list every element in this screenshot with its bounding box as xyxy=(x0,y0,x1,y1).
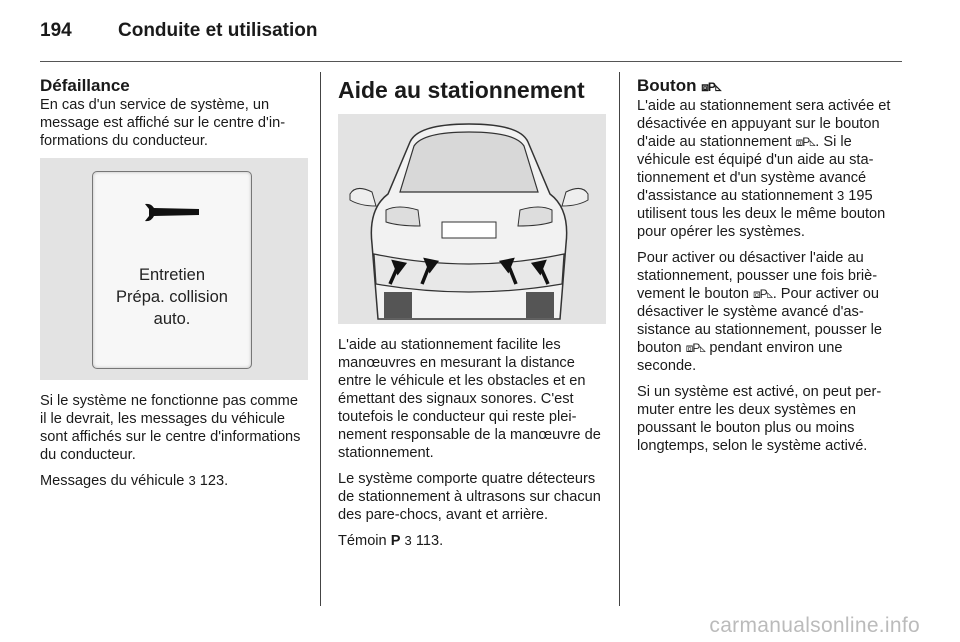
paragraph-reference xyxy=(338,532,606,550)
display-figure xyxy=(40,158,308,380)
paragraph: L'aide au stationnement facilite les manœuvres en mesurant la distance entre le véhicule et les obstacles et en émettant des signaux sonores. C'est toutefois le conducteur qui reste pleinement responsable de la manœuvre de stationnement. xyxy=(338,337,601,461)
parking-button-icon: ⧈P◺ xyxy=(753,287,773,301)
column-2 xyxy=(338,76,606,558)
page-ref-icon: 3 xyxy=(404,533,412,548)
display-line-2: Prépa. collision xyxy=(116,288,228,306)
paragraph: Le système comporte quatre détecteurs de stationnement à ultrasons sur chacun des pare-chocs, avant et arrière. xyxy=(338,471,601,523)
wrench-icon xyxy=(143,200,201,226)
paragraph: Si un système est activé, on peut permuter entre les deux systèmes en poussant le bouton plus ou moins longtemps, selon le système activé. xyxy=(637,384,882,454)
heading-text: Bouton xyxy=(637,76,697,95)
car-rear-illustration xyxy=(338,114,600,324)
page-number: 194 xyxy=(40,20,72,41)
header-rule xyxy=(40,61,902,62)
display-line-3: auto. xyxy=(153,310,191,328)
column-divider-1 xyxy=(320,72,321,606)
car-rear-figure xyxy=(338,114,606,324)
parking-indicator-icon: P xyxy=(390,533,401,549)
page-ref-icon: 3 xyxy=(836,188,845,203)
column-divider-2 xyxy=(619,72,620,606)
reference-page: 123. xyxy=(199,473,229,489)
column-1 xyxy=(40,76,308,498)
chapter-title: Conduite et utilisation xyxy=(118,20,318,41)
paragraph: L'aide au stationnement sera activée et désactivée en appuyant sur le bouton d'aide au stationnement ⧈P◺. Si le véhicule est équipé d'un aide au stationnement et d'un système avancé d'assistance au stationnement 3 195 utilisent tous les deux le même bouton pour opérer les systèmes. xyxy=(637,98,891,240)
page-header xyxy=(40,20,318,42)
page-ref-icon: 3 xyxy=(188,473,196,488)
paragraph: Si le système ne fonctionne pas comme il le devrait, les messages du véhicule sont affichés sur le centre d'informations du conducteur. xyxy=(40,393,301,463)
parking-button-icon: ⧈P◺ xyxy=(685,341,706,355)
watermark: carmanualsonline.info xyxy=(709,614,920,637)
driver-info-display xyxy=(92,171,252,369)
parking-button-icon: ⧈P◺ xyxy=(701,80,721,94)
paragraph: Pour activer ou désactiver l'aide au stationnement, pousser une fois brièvement le bouton ⧈P◺. Pour activer ou désactiver le système avancé d'assistance au stationnement, pousser le bouton ⧈P◺ pendant environ une seconde. xyxy=(637,250,882,374)
section-heading-defaillance: Défaillance xyxy=(40,76,130,95)
reference-text: Messages du véhicule xyxy=(40,473,185,489)
parking-button-icon: ⧈P◺ xyxy=(795,135,816,149)
section-heading-bouton xyxy=(637,76,901,97)
column-3 xyxy=(637,76,901,463)
paragraph-reference xyxy=(40,472,308,490)
paragraph: En cas d'un service de système, un message est affiché sur le centre d'informations du conducteur. xyxy=(40,97,286,149)
reference-page: 113. xyxy=(415,533,444,549)
display-line-1: Entretien xyxy=(138,266,206,284)
reference-text: Témoin xyxy=(338,533,387,549)
section-heading-aide: Aide au stationnement xyxy=(338,77,585,103)
